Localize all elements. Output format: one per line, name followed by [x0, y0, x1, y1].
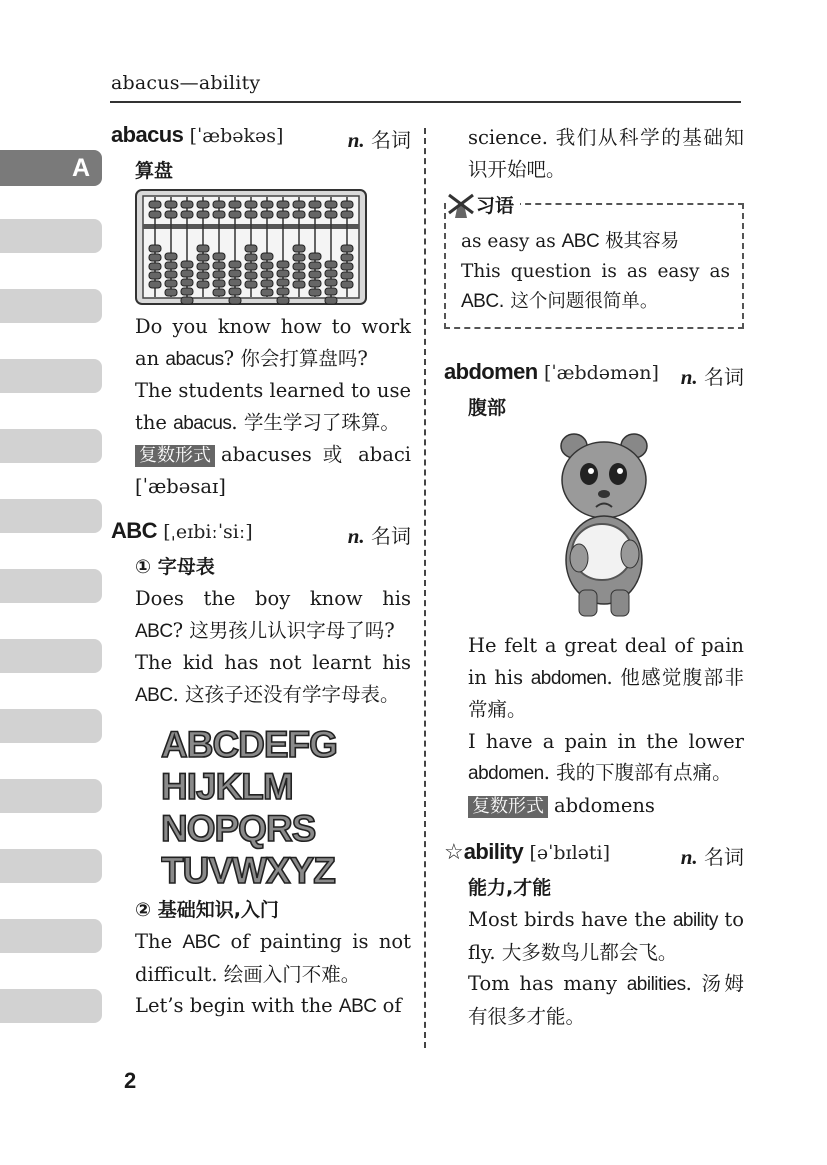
abacus-illustration [135, 189, 411, 305]
example-sentence: Most birds have the ability to fly. 大多数鸟儿都会飞。 [468, 908, 744, 964]
plural-badge: 复数形式 [135, 445, 215, 467]
idiom-phrase: as easy as ABC 极其容易 [461, 231, 680, 252]
thumb-tab[interactable] [0, 429, 102, 463]
idiom-label: 习语 [446, 191, 520, 218]
thumb-tab[interactable] [0, 359, 102, 393]
windmill-icon [446, 192, 476, 218]
example-sentence: The students learned to use the abacus. 学生学习了珠算。 [135, 379, 411, 434]
part-of-speech: n. 名词 [347, 524, 411, 548]
right-column [444, 122, 744, 1032]
alphabet-row-4: TUVWXYZ [161, 850, 335, 889]
entry-abacus-headline [111, 122, 411, 156]
example-sentence-continued: science. 我们从科学的基础知识开始吧。 [468, 126, 744, 181]
gloss-abdomen: 腹部 [468, 397, 507, 419]
example-sentence: I have a pain in the lower abdomen. 我的下腹部有点痛。 [468, 729, 744, 784]
pronunciation: [əˈbɪləti] [529, 842, 611, 864]
thumb-tab[interactable] [0, 219, 102, 253]
headword-abc: ABC [111, 518, 157, 543]
gloss-abacus: 算盘 [135, 160, 174, 182]
example-sentence: Tom has many abilities. 汤姆有很多才能。 [468, 972, 744, 1028]
example-sentence: The ABC of painting is not difficult. 绘画入门不难。 [135, 930, 411, 986]
thumb-tab[interactable] [0, 849, 102, 883]
example-sentence: Does the boy know his ABC? 这男孩儿认识字母了吗? [135, 587, 411, 642]
alphabet-row-3: NOPQRS [161, 808, 316, 849]
bear-illustration [554, 430, 744, 620]
thumb-tab[interactable] [0, 289, 102, 323]
entry-ability-headline [444, 839, 744, 873]
page-number: 2 [124, 1068, 137, 1093]
idiom-box [444, 195, 744, 329]
running-head: abacus—ability [111, 72, 261, 94]
star-icon: ☆ [444, 840, 464, 865]
thumb-tab[interactable] [0, 499, 102, 533]
example-sentence: Let’s begin with the ABC of [135, 994, 402, 1017]
plural-form: 复数形式 abdomens [468, 790, 744, 822]
alphabet-illustration [161, 721, 411, 889]
entry-abdomen-headline [444, 359, 744, 393]
idiom-example: This question is as easy as ABC. 这个问题很简单。 [461, 261, 730, 312]
left-column [111, 122, 411, 1023]
plural-form: 复数形式 abacuses 或 abaci [ˈæbəsaɪ] [135, 443, 411, 498]
thumb-tab[interactable] [0, 639, 102, 673]
column-divider [424, 128, 426, 1048]
thumb-tab[interactable] [0, 709, 102, 743]
sense-1: ① 字母表 [135, 556, 215, 578]
thumb-tab[interactable] [0, 919, 102, 953]
headword-abacus: abacus [111, 122, 184, 147]
thumb-tab-active[interactable]: A [0, 150, 102, 186]
plural-badge: 复数形式 [468, 796, 548, 818]
sense-2: ② 基础知识,入门 [135, 899, 279, 921]
part-of-speech: n. 名词 [347, 128, 411, 152]
thumb-tab[interactable] [0, 779, 102, 813]
thumb-tab[interactable] [0, 989, 102, 1023]
part-of-speech: n. 名词 [680, 845, 744, 869]
thumb-tab[interactable] [0, 569, 102, 603]
example-sentence: He felt a great deal of pain in his abdomen. 他感觉腹部非常痛。 [468, 634, 744, 721]
alphabet-row-2: HIJKLM [161, 766, 293, 807]
example-sentence: The kid has not learnt his ABC. 这孩子还没有学字母表。 [135, 651, 411, 706]
alphabet-row-1: ABCDEFG [161, 724, 337, 765]
pronunciation: [ˌeɪbiːˈsiː] [163, 521, 253, 543]
headword-abdomen: abdomen [444, 359, 538, 384]
pronunciation: [ˈæbdəmən] [543, 362, 659, 384]
pronunciation: [ˈæbəkəs] [189, 125, 284, 147]
gloss-ability: 能力,才能 [468, 877, 552, 899]
example-sentence: Do you know how to work an abacus? 你会打算盘吗? [135, 315, 411, 370]
header-rule [110, 101, 741, 103]
entry-abc-headline [111, 518, 411, 552]
headword-ability: ability [463, 839, 524, 864]
part-of-speech: n. 名词 [680, 365, 744, 389]
